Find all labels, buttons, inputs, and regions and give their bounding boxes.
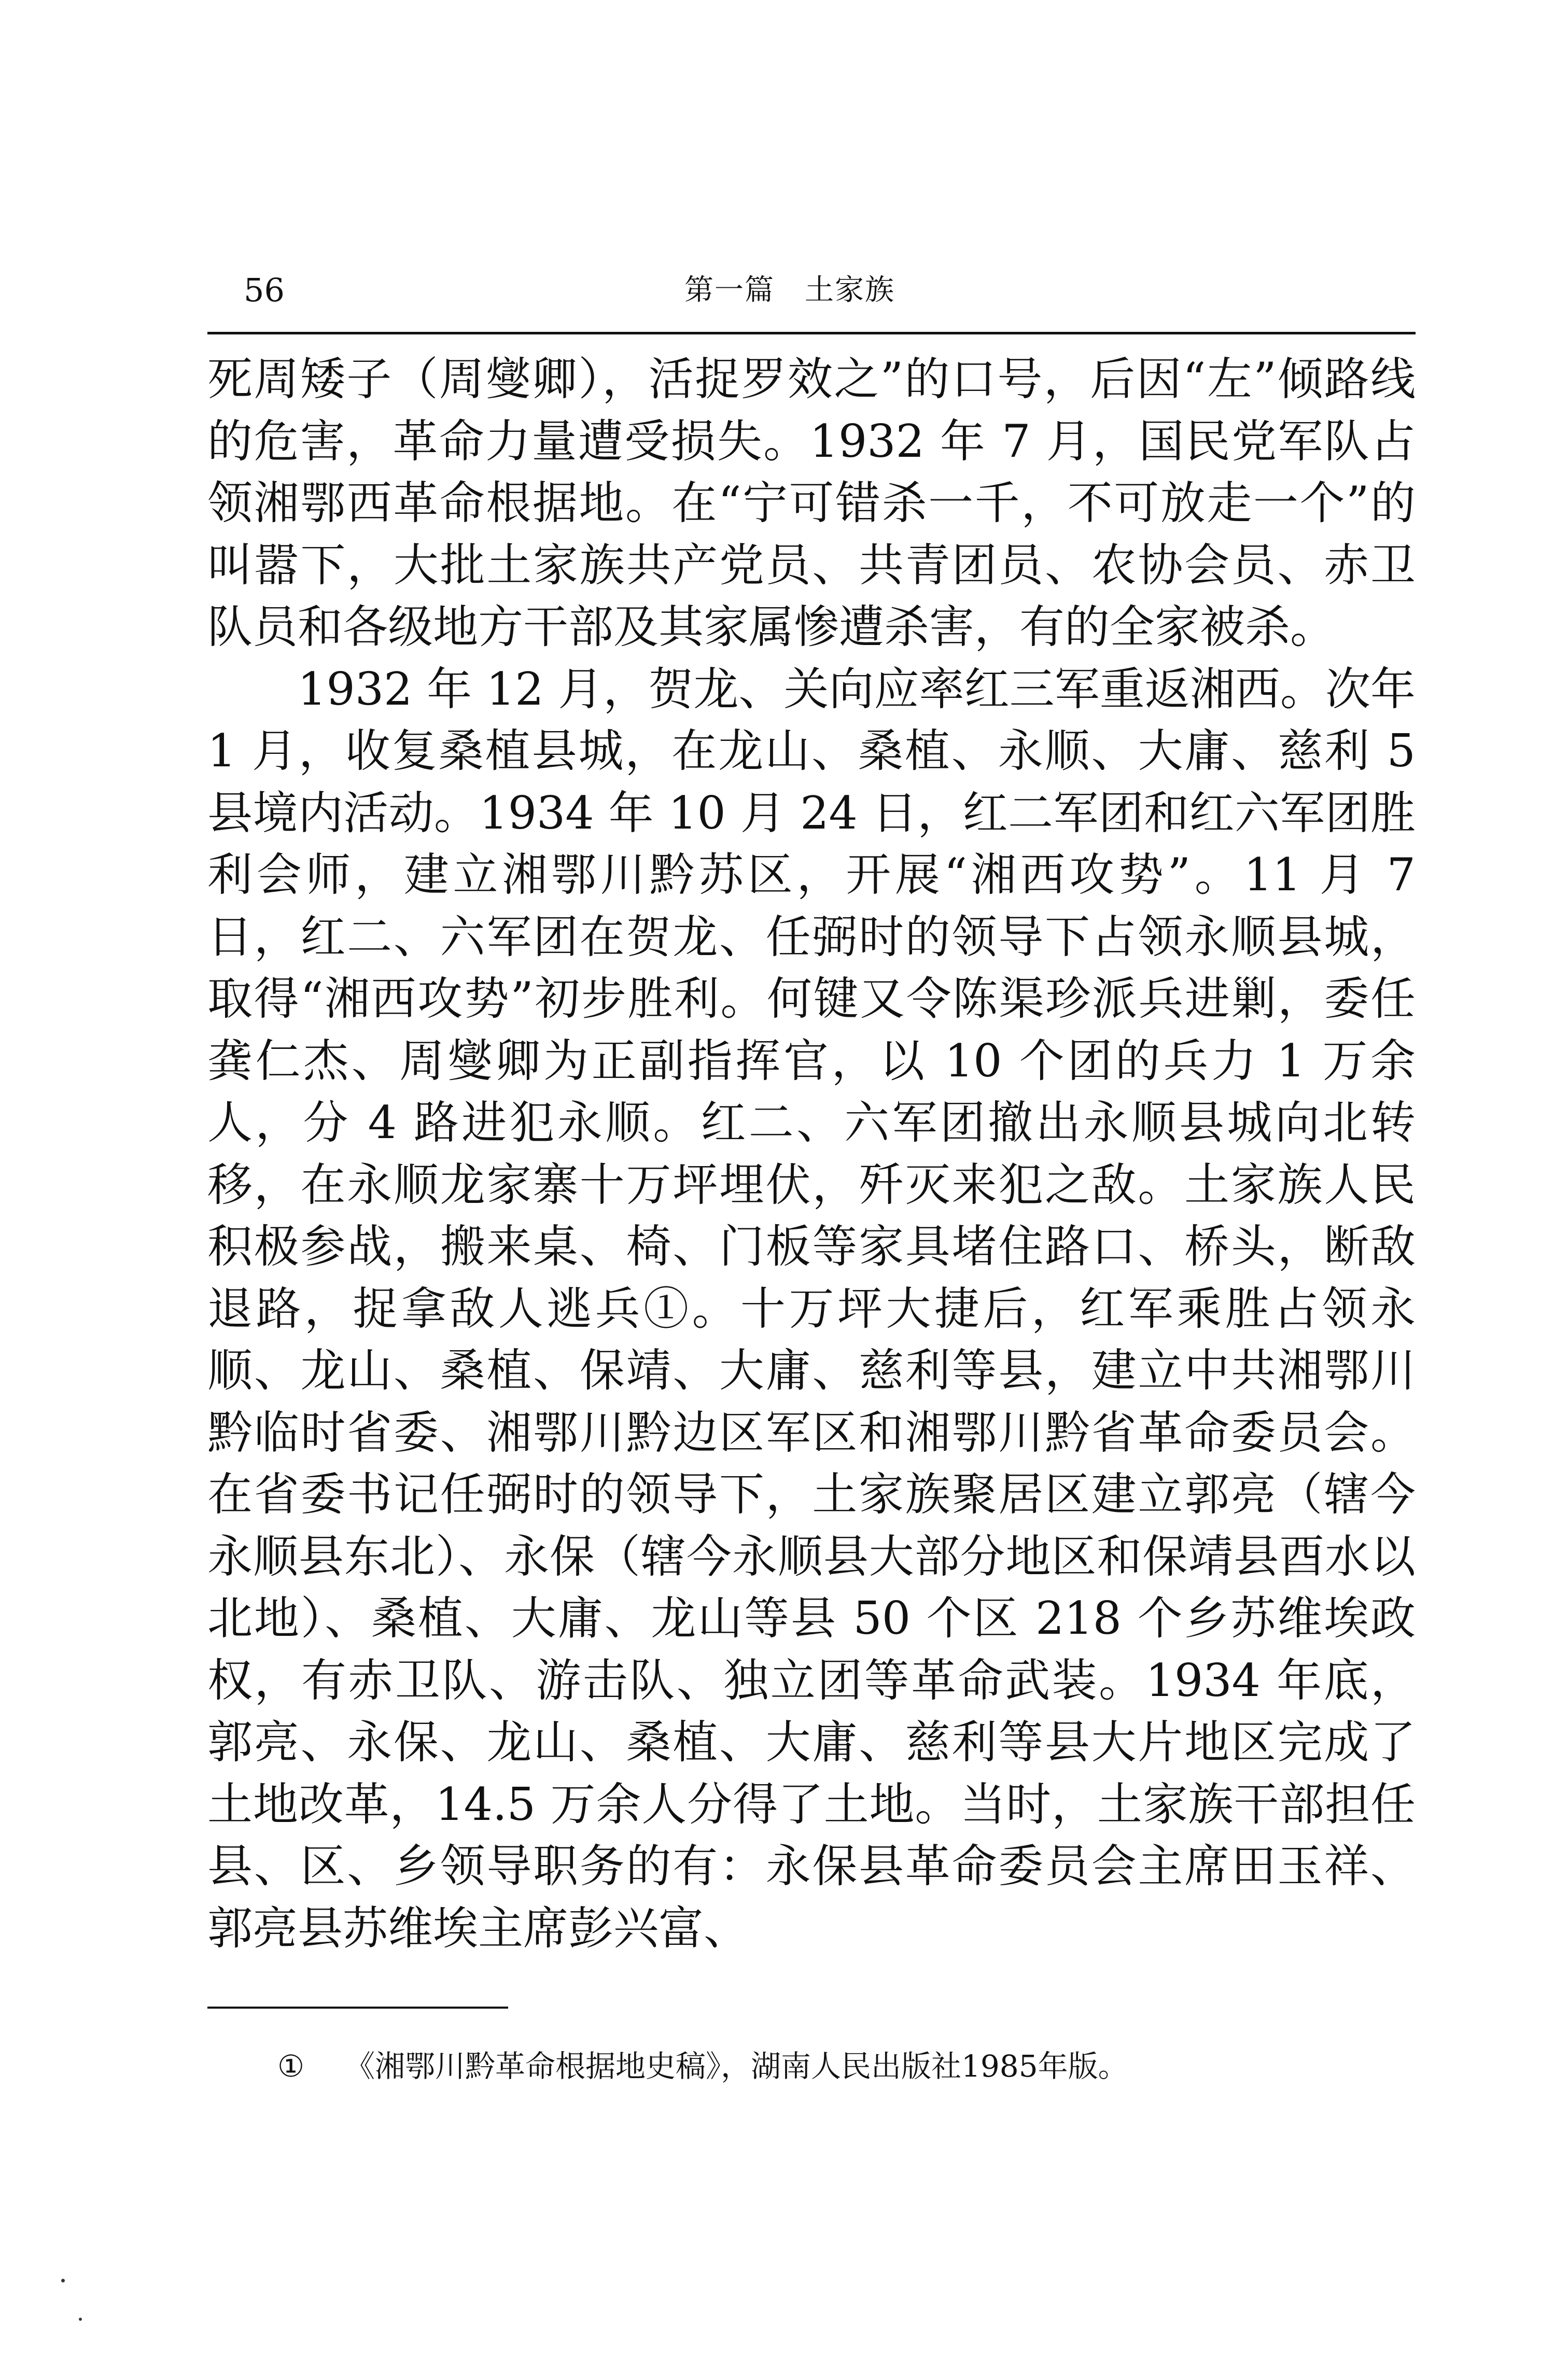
header-rule <box>207 332 1416 334</box>
scan-speck <box>79 2318 82 2321</box>
footnote-rule <box>207 2007 508 2009</box>
footnote <box>277 2043 1366 2090</box>
paragraph: 1932 年 12 月，贺龙、关向应率红三军重返湘西。次年 1 月，收复桑植县城，在龙山、桑植、永顺、大庸、慈利 5 县境内活动。1934 年 10 月 24 日，红二军团和红六军团胜利会师，建立湘鄂川黔苏区，开展“湘西攻势”。11 月 7 日，红二、六军团在贺龙、任弼时的领导下占领永顺县城，取得“湘西攻势”初步胜利。何键又令陈渠珍派兵进剿，委任龚仁杰、周燮卿为正副指挥官，以 10 个团的兵力 1 万余人，分 4 路进犯永顺。红二、六军团撤出永顺县城向北转移，在永顺龙家寨十万坪埋伏，歼灭来犯之敌。土家族人民积极参战，搬来桌、椅、门板等家具堵住路口、桥头，断敌退路，捉拿敌人逃兵①。十万坪大捷后，红军乘胜占领永顺、龙山、桑植、保靖、大庸、慈利等县，建立中共湘鄂川黔临时省委、湘鄂川黔边区军区和湘鄂川黔省革命委员会。在省委书记任弼时的领导下，土家族聚居区建立郭亮（辖今永顺县东北）、永保（辖今永顺县大部分地区和保靖县酉水以北地）、桑植、大庸、龙山等县 50 个区 218 个乡苏维埃政权，有赤卫队、游击队、独立团等革命武装。1934 年底，郭亮、永保、龙山、桑植、大庸、慈利等县大片地区完成了土地改革，14.5 万余人分得了土地。当时，土家族干部担任县、区、乡领导职务的有：永保县革命委员会主席田玉祥、郭亮县苏维埃主席彭兴富、 <box>207 662 1416 1955</box>
page-number: 56 <box>244 271 285 309</box>
scan-speck <box>61 2279 65 2282</box>
running-head: 第一篇 土家族 <box>684 273 895 307</box>
paragraph: 死周矮子（周燮卿），活捉罗效之”的口号，后因“左”倾路线的危害，革命力量遭受损失。1932 年 7 月，国民党军队占领湘鄂西革命根据地。在“宁可错杀一千，不可放走一个”的叫嚣下，大批土家族共产党员、共青团员、农协会员、赤卫队员和各级地方干部及其家属惨遭杀害，有的全家被杀。 <box>207 353 1416 653</box>
footnote-mark: ① <box>277 2049 304 2084</box>
page-header <box>207 264 1416 327</box>
footnote-text: 《湘鄂川黔革命根据地史稿》，湖南人民出版社1985年版。 <box>345 2049 1128 2084</box>
body-text <box>207 348 1416 1959</box>
